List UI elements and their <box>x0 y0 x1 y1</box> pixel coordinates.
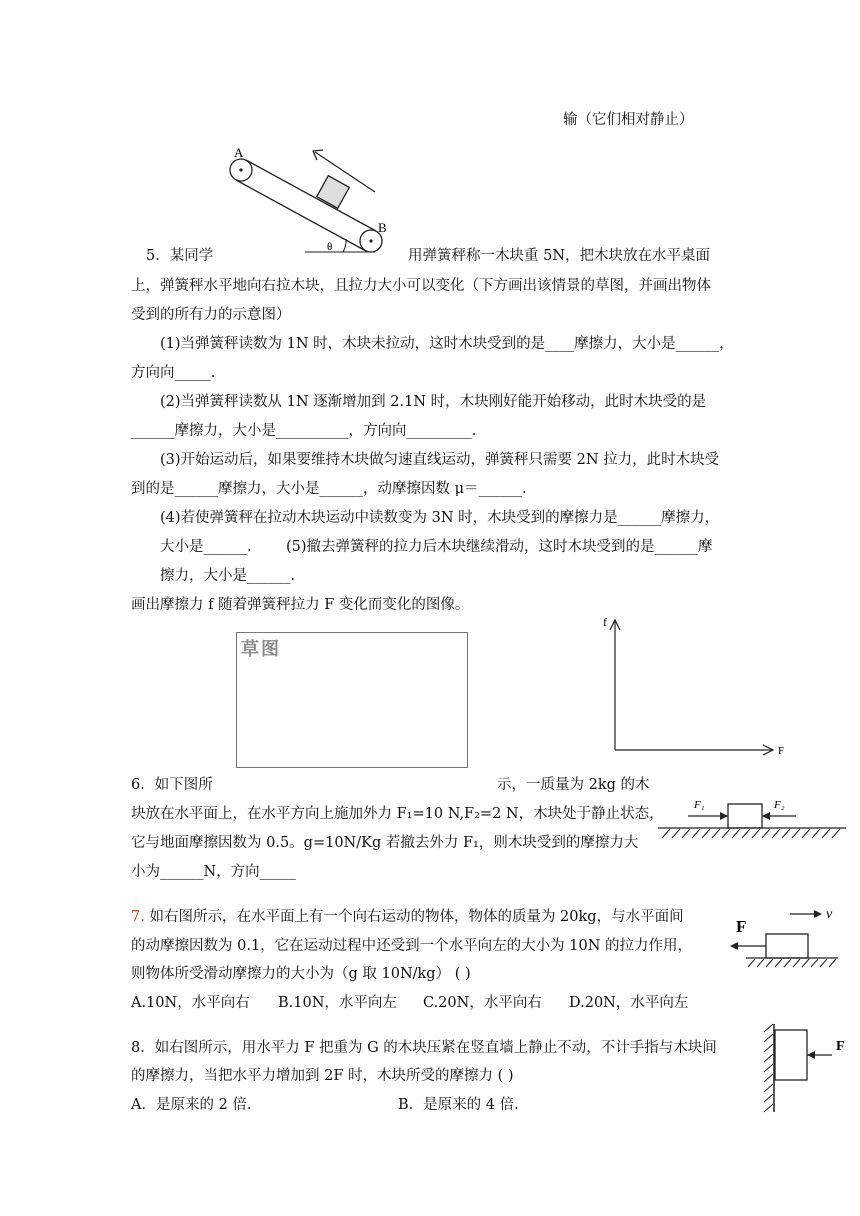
graph-y-label: f <box>603 615 607 629</box>
incline-label-b: B <box>378 220 387 235</box>
q8-line2: 的摩擦力，当把水平力增加到 2F 时，木块所受的摩擦力 ( ) <box>131 1068 514 1084</box>
q6-f2-label: F₂ <box>774 799 785 811</box>
q5-sub1-a: (1)当弹簧秤读数为 1N 时，木块未拉动，这时木块受到的是____摩擦力，大小是______， <box>160 336 734 352</box>
q7-f-label: F <box>736 917 747 936</box>
top-continuation-text: 输（它们相对静止） <box>563 112 694 128</box>
q5-sub1-b: 方向向_____. <box>131 365 216 381</box>
q8-f-label: F <box>836 1039 845 1054</box>
q7-line2: 的动摩擦因数为 0.1，它在运动过程中还受到一个水平向左的大小为 10N 的拉力作用， <box>131 938 693 954</box>
q6-line3: 它与地面摩擦因数为 0.5。g=10N/Kg 若撤去外力 F₁，则木块受到的摩擦力大 <box>131 835 639 851</box>
q7-number: 7. <box>131 909 145 925</box>
q5-sub4-b: 大小是______. <box>160 539 252 555</box>
q5-sub4-a: (4)若使弹簧秤在拉动木块运动中读数变为 3N 时，木块受到的摩擦力是______摩擦力， <box>160 510 720 526</box>
q5-sub2-b: ______摩擦力，大小是__________，方向向_________. <box>131 423 477 439</box>
sketch-area <box>236 632 468 768</box>
friction-graph-axes <box>595 612 795 762</box>
q7-block-figure <box>728 900 853 975</box>
q6-block-figure <box>658 792 848 844</box>
q7-option-a: A.10N，水平向右 <box>131 995 250 1011</box>
q7-line1-row <box>131 907 684 927</box>
q5-line1-a: 5．某同学 <box>146 248 214 264</box>
graph-x-label: F <box>778 745 785 757</box>
q8-line1: 8．如右图所示，用水平力 F 把重为 G 的木块压紧在竖直墙上静止不动，不计手指与木块间 <box>131 1040 717 1056</box>
q7-option-d: D.20N，水平向左 <box>569 995 689 1011</box>
q7-option-b: B.10N，水平向左 <box>278 995 397 1011</box>
q5-sub3-b: 到的是______摩擦力，大小是______，动摩擦因数 μ＝______. <box>131 481 527 497</box>
q5-graph-instruction: 画出摩擦力 f 随着弹簧秤拉力 F 变化而变化的图像。 <box>131 597 470 613</box>
q8-option-a: A．是原来的 2 倍. <box>131 1097 252 1113</box>
q8-wall-figure <box>756 1022 851 1114</box>
q5-sub5-a: (5)撤去弹簧秤的拉力后木块继续滑动，这时木块受到的是______摩 <box>286 539 713 555</box>
incline-label-a: A <box>234 145 244 160</box>
q5-line2: 上，弹簧秤水平地向右拉木块，且拉力大小可以变化（下方画出该情景的草图，并画出物体 <box>131 278 711 294</box>
incline-angle-label: θ <box>327 241 333 253</box>
q6-line1-a: 6．如下图所 <box>131 777 213 793</box>
q6-f1-label: F₁ <box>694 799 705 811</box>
q7-v-label: v <box>826 907 833 922</box>
q8-option-b: B．是原来的 4 倍. <box>398 1097 519 1113</box>
q5-sub2-a: (2)当弹簧秤读数从 1N 逐渐增加到 2.1N 时，木块刚好能开始移动，此时木块受的是 <box>160 394 707 410</box>
incline-conveyor-figure <box>225 140 400 260</box>
q5-sub5-b: 擦力，大小是______. <box>160 568 296 584</box>
q5-line1-b: 用弹簧秤称一木块重 5N，把木块放在水平桌面 <box>408 248 711 264</box>
q6-line4: 小为______N，方向_____ <box>131 864 296 880</box>
q6-line2: 块放在水平面上，在水平方向上施加外力 F₁=10 N,F₂=2 N，木块处于静止状态， <box>131 806 664 822</box>
q7-line3: 则物体所受滑动摩擦力的大小为（g 取 10N/kg） ( ) <box>131 966 471 982</box>
q7-line1: 如右图所示，在水平面上有一个向右运动的物体，物体的质量为 20kg，与水平面间 <box>149 909 684 925</box>
q7-option-c: C.20N，水平向右 <box>423 995 542 1011</box>
q5-line3: 受到的所有力的示意图） <box>131 307 291 323</box>
q6-line1-b: 示，一质量为 2kg 的木 <box>497 777 650 793</box>
q5-sub3-a: (3)开始运动后，如果要维持木块做匀速直线运动，弹簧秤只需要 2N 拉力，此时木块受 <box>160 452 720 468</box>
sketch-label: 草图 <box>241 639 281 660</box>
